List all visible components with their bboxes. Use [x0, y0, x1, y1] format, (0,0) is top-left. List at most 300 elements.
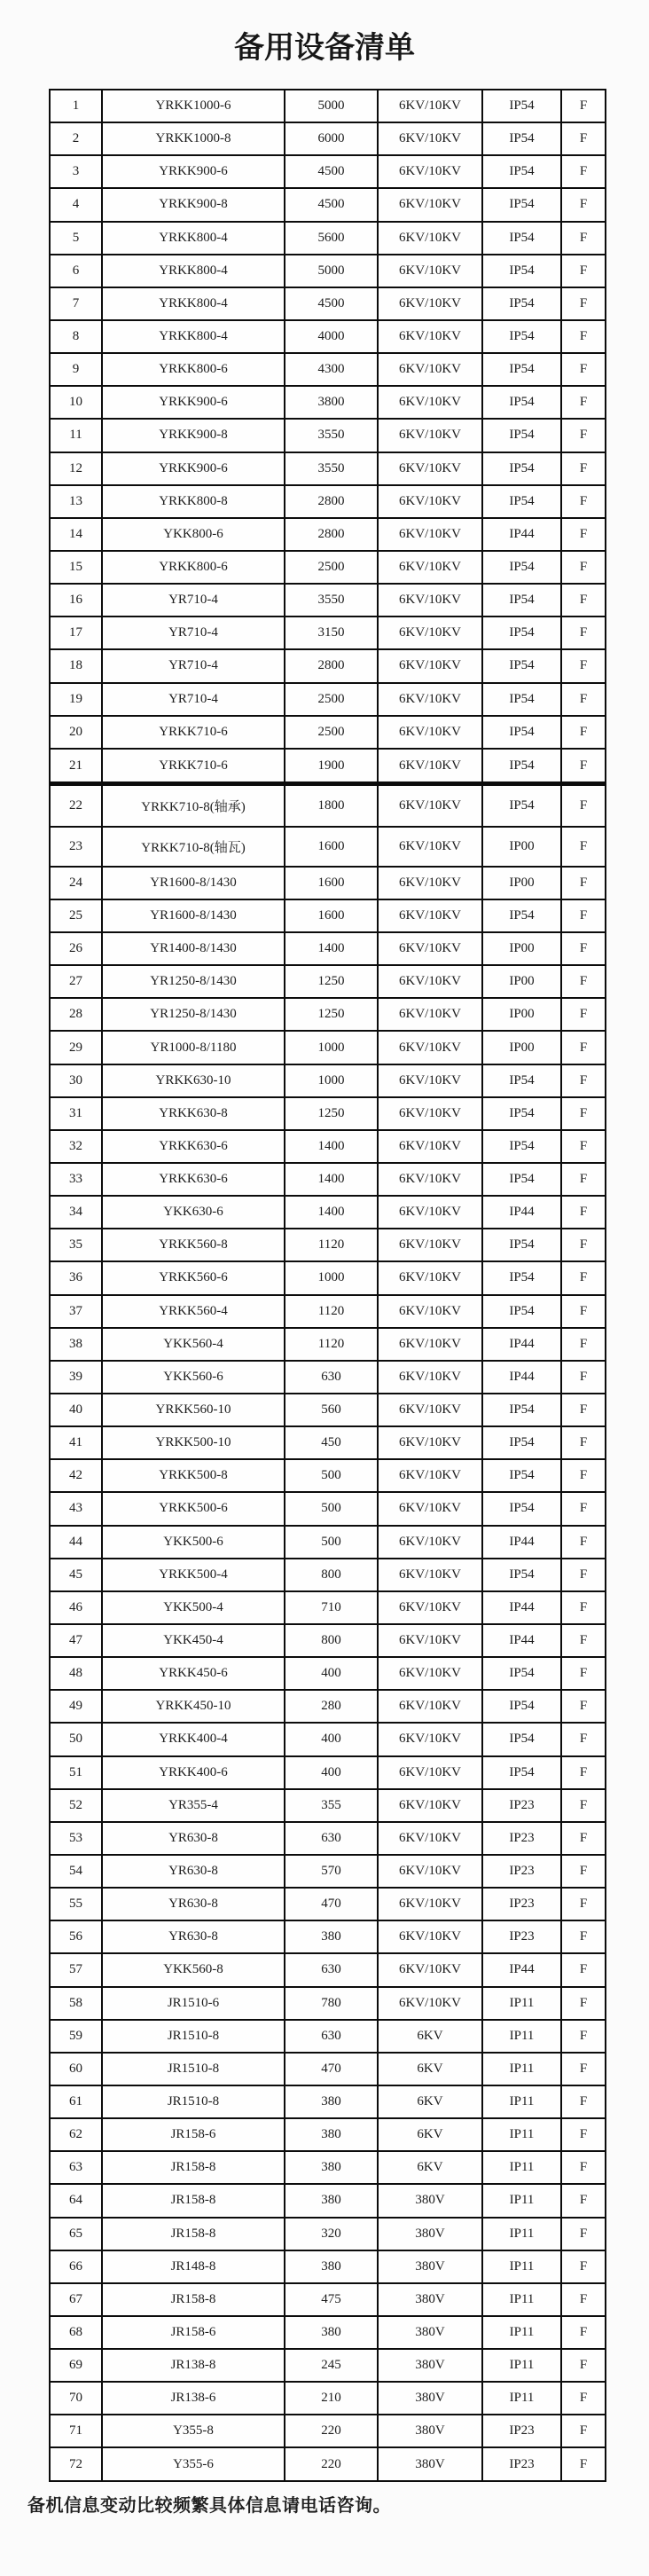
model-cell: YRKK630-10 [102, 1064, 285, 1097]
voltage-cell: 6KV/10KV [378, 1229, 482, 1261]
table-row [50, 1394, 606, 1426]
table-row [50, 1064, 606, 1097]
ip-rating-cell: IP23 [482, 1888, 561, 1920]
model-cell: YR1250-8/1430 [102, 965, 285, 998]
table-row [50, 1130, 606, 1163]
insulation-class-cell: F [561, 965, 606, 998]
power-cell: 1120 [285, 1229, 378, 1261]
power-cell: 1000 [285, 1261, 378, 1294]
table-row [50, 1657, 606, 1690]
insulation-class-cell: F [561, 899, 606, 932]
voltage-cell: 6KV/10KV [378, 1822, 482, 1855]
model-cell: YRKK710-8(轴瓦) [102, 827, 285, 867]
row-number-cell: 6 [50, 255, 102, 287]
voltage-cell: 6KV/10KV [378, 1459, 482, 1492]
ip-rating-cell: IP54 [482, 1723, 561, 1755]
power-cell: 4500 [285, 287, 378, 320]
table-row [50, 867, 606, 899]
model-cell: YR1400-8/1430 [102, 932, 285, 965]
model-cell: YRKK500-6 [102, 1492, 285, 1525]
model-cell: YRKK800-4 [102, 320, 285, 353]
voltage-cell: 6KV/10KV [378, 155, 482, 188]
table-row [50, 485, 606, 518]
row-number-cell: 61 [50, 2085, 102, 2118]
voltage-cell: 6KV/10KV [378, 716, 482, 749]
row-number-cell: 22 [50, 784, 102, 827]
row-number-cell: 49 [50, 1690, 102, 1723]
model-cell: YRKK800-4 [102, 255, 285, 287]
power-cell: 5000 [285, 255, 378, 287]
power-cell: 210 [285, 2382, 378, 2415]
power-cell: 400 [285, 1657, 378, 1690]
table-row [50, 452, 606, 485]
ip-rating-cell: IP11 [482, 2283, 561, 2316]
row-number-cell: 20 [50, 716, 102, 749]
model-cell: YRKK630-8 [102, 1097, 285, 1130]
voltage-cell: 6KV/10KV [378, 1789, 482, 1822]
model-cell: YRKK900-6 [102, 155, 285, 188]
row-number-cell: 3 [50, 155, 102, 188]
model-cell: JR138-6 [102, 2382, 285, 2415]
insulation-class-cell: F [561, 2020, 606, 2053]
voltage-cell: 6KV/10KV [378, 452, 482, 485]
model-cell: YRKK710-6 [102, 716, 285, 749]
row-number-cell: 47 [50, 1624, 102, 1657]
model-cell: YRKK710-8(轴承) [102, 784, 285, 827]
model-cell: YRKK630-6 [102, 1163, 285, 1196]
voltage-cell: 6KV/10KV [378, 551, 482, 584]
power-cell: 1600 [285, 827, 378, 867]
equipment-table [49, 89, 606, 2482]
ip-rating-cell: IP54 [482, 617, 561, 649]
power-cell: 3150 [285, 617, 378, 649]
insulation-class-cell: F [561, 1492, 606, 1525]
voltage-cell: 6KV/10KV [378, 287, 482, 320]
voltage-cell: 6KV/10KV [378, 1657, 482, 1690]
table-row [50, 584, 606, 617]
row-number-cell: 30 [50, 1064, 102, 1097]
power-cell: 1250 [285, 965, 378, 998]
model-cell: YRKK1000-6 [102, 90, 285, 122]
table-row [50, 784, 606, 827]
ip-rating-cell: IP54 [482, 90, 561, 122]
insulation-class-cell: F [561, 1064, 606, 1097]
model-cell: YRKK500-10 [102, 1426, 285, 1459]
table-row [50, 1196, 606, 1229]
ip-rating-cell: IP54 [482, 353, 561, 386]
ip-rating-cell: IP11 [482, 1987, 561, 2020]
insulation-class-cell: F [561, 1261, 606, 1294]
power-cell: 320 [285, 2218, 378, 2250]
voltage-cell: 6KV/10KV [378, 749, 482, 784]
voltage-cell: 6KV/10KV [378, 1328, 482, 1361]
model-cell: Y355-8 [102, 2415, 285, 2447]
model-cell: YRKK450-10 [102, 1690, 285, 1723]
table-row [50, 899, 606, 932]
insulation-class-cell: F [561, 1920, 606, 1953]
table-row [50, 1723, 606, 1755]
row-number-cell: 16 [50, 584, 102, 617]
voltage-cell: 6KV/10KV [378, 1888, 482, 1920]
ip-rating-cell: IP54 [482, 287, 561, 320]
voltage-cell: 380V [378, 2415, 482, 2447]
row-number-cell: 14 [50, 518, 102, 551]
voltage-cell: 6KV/10KV [378, 255, 482, 287]
model-cell: YKK560-8 [102, 1953, 285, 1986]
row-number-cell: 62 [50, 2118, 102, 2151]
row-number-cell: 63 [50, 2151, 102, 2184]
row-number-cell: 37 [50, 1295, 102, 1328]
voltage-cell: 6KV/10KV [378, 617, 482, 649]
model-cell: JR1510-8 [102, 2053, 285, 2085]
power-cell: 570 [285, 1855, 378, 1888]
row-number-cell: 29 [50, 1031, 102, 1064]
ip-rating-cell: IP11 [482, 2020, 561, 2053]
ip-rating-cell: IP44 [482, 1328, 561, 1361]
row-number-cell: 8 [50, 320, 102, 353]
power-cell: 245 [285, 2349, 378, 2382]
model-cell: YRKK500-4 [102, 1559, 285, 1591]
model-cell: YKK560-4 [102, 1328, 285, 1361]
insulation-class-cell: F [561, 1723, 606, 1755]
power-cell: 800 [285, 1624, 378, 1657]
power-cell: 2800 [285, 518, 378, 551]
model-cell: JR158-6 [102, 2316, 285, 2349]
model-cell: YRKK630-6 [102, 1130, 285, 1163]
ip-rating-cell: IP00 [482, 998, 561, 1031]
ip-rating-cell: IP23 [482, 2447, 561, 2481]
model-cell: YRKK560-10 [102, 1394, 285, 1426]
insulation-class-cell: F [561, 1031, 606, 1064]
power-cell: 380 [285, 2184, 378, 2217]
insulation-class-cell: F [561, 1097, 606, 1130]
model-cell: JR158-8 [102, 2184, 285, 2217]
model-cell: YKK500-6 [102, 1526, 285, 1559]
row-number-cell: 24 [50, 867, 102, 899]
model-cell: JR138-8 [102, 2349, 285, 2382]
insulation-class-cell: F [561, 683, 606, 716]
model-cell: YRKK900-6 [102, 452, 285, 485]
table-row [50, 998, 606, 1031]
voltage-cell: 6KV/10KV [378, 1855, 482, 1888]
ip-rating-cell: IP54 [482, 683, 561, 716]
row-number-cell: 35 [50, 1229, 102, 1261]
table-row [50, 932, 606, 965]
row-number-cell: 55 [50, 1888, 102, 1920]
table-row [50, 1328, 606, 1361]
voltage-cell: 6KV/10KV [378, 1261, 482, 1294]
voltage-cell: 6KV/10KV [378, 1361, 482, 1394]
model-cell: YKK500-4 [102, 1591, 285, 1624]
ip-rating-cell: IP54 [482, 255, 561, 287]
ip-rating-cell: IP54 [482, 1657, 561, 1690]
ip-rating-cell: IP54 [482, 452, 561, 485]
row-number-cell: 31 [50, 1097, 102, 1130]
table-row [50, 419, 606, 452]
insulation-class-cell: F [561, 1328, 606, 1361]
power-cell: 1400 [285, 932, 378, 965]
insulation-class-cell: F [561, 551, 606, 584]
table-row [50, 2053, 606, 2085]
insulation-class-cell: F [561, 827, 606, 867]
row-number-cell: 51 [50, 1756, 102, 1789]
voltage-cell: 6KV/10KV [378, 683, 482, 716]
model-cell: YR1600-8/1430 [102, 899, 285, 932]
voltage-cell: 6KV/10KV [378, 386, 482, 419]
page-title: 备用设备清单 [234, 32, 415, 65]
insulation-class-cell: F [561, 2447, 606, 2481]
ip-rating-cell: IP44 [482, 1526, 561, 1559]
voltage-cell: 6KV/10KV [378, 1064, 482, 1097]
power-cell: 1400 [285, 1130, 378, 1163]
row-number-cell: 54 [50, 1855, 102, 1888]
voltage-cell: 6KV/10KV [378, 965, 482, 998]
ip-rating-cell: IP54 [482, 485, 561, 518]
insulation-class-cell: F [561, 386, 606, 419]
ip-rating-cell: IP54 [482, 1756, 561, 1789]
ip-rating-cell: IP23 [482, 2415, 561, 2447]
voltage-cell: 380V [378, 2283, 482, 2316]
row-number-cell: 72 [50, 2447, 102, 2481]
insulation-class-cell: F [561, 617, 606, 649]
row-number-cell: 11 [50, 419, 102, 452]
insulation-class-cell: F [561, 2382, 606, 2415]
insulation-class-cell: F [561, 716, 606, 749]
ip-rating-cell: IP11 [482, 2151, 561, 2184]
equipment-table-body [50, 90, 606, 2481]
voltage-cell: 6KV/10KV [378, 90, 482, 122]
row-number-cell: 23 [50, 827, 102, 867]
ip-rating-cell: IP54 [482, 320, 561, 353]
table-row [50, 188, 606, 221]
voltage-cell: 6KV/10KV [378, 518, 482, 551]
row-number-cell: 17 [50, 617, 102, 649]
row-number-cell: 38 [50, 1328, 102, 1361]
model-cell: YR1600-8/1430 [102, 867, 285, 899]
ip-rating-cell: IP54 [482, 1426, 561, 1459]
power-cell: 450 [285, 1426, 378, 1459]
table-row [50, 1888, 606, 1920]
insulation-class-cell: F [561, 749, 606, 784]
voltage-cell: 6KV/10KV [378, 899, 482, 932]
insulation-class-cell: F [561, 1789, 606, 1822]
row-number-cell: 68 [50, 2316, 102, 2349]
table-row [50, 1229, 606, 1261]
insulation-class-cell: F [561, 2415, 606, 2447]
model-cell: JR1510-8 [102, 2085, 285, 2118]
model-cell: YRKK800-8 [102, 485, 285, 518]
row-number-cell: 52 [50, 1789, 102, 1822]
row-number-cell: 71 [50, 2415, 102, 2447]
ip-rating-cell: IP54 [482, 1097, 561, 1130]
voltage-cell: 6KV/10KV [378, 188, 482, 221]
model-cell: YR355-4 [102, 1789, 285, 1822]
ip-rating-cell: IP54 [482, 1130, 561, 1163]
voltage-cell: 6KV/10KV [378, 1426, 482, 1459]
model-cell: YRKK450-6 [102, 1657, 285, 1690]
power-cell: 400 [285, 1756, 378, 1789]
table-row [50, 1031, 606, 1064]
insulation-class-cell: F [561, 452, 606, 485]
voltage-cell: 6KV/10KV [378, 320, 482, 353]
insulation-class-cell: F [561, 1756, 606, 1789]
voltage-cell: 6KV [378, 2053, 482, 2085]
voltage-cell: 380V [378, 2447, 482, 2481]
table-row [50, 2283, 606, 2316]
row-number-cell: 64 [50, 2184, 102, 2217]
voltage-cell: 6KV/10KV [378, 485, 482, 518]
voltage-cell: 6KV/10KV [378, 827, 482, 867]
table-row [50, 255, 606, 287]
insulation-class-cell: F [561, 2151, 606, 2184]
power-cell: 1250 [285, 1097, 378, 1130]
insulation-class-cell: F [561, 1229, 606, 1261]
voltage-cell: 6KV/10KV [378, 998, 482, 1031]
table-row [50, 1097, 606, 1130]
table-row [50, 1756, 606, 1789]
insulation-class-cell: F [561, 1526, 606, 1559]
power-cell: 2500 [285, 716, 378, 749]
power-cell: 780 [285, 1987, 378, 2020]
power-cell: 475 [285, 2283, 378, 2316]
power-cell: 3550 [285, 584, 378, 617]
row-number-cell: 67 [50, 2283, 102, 2316]
ip-rating-cell: IP00 [482, 827, 561, 867]
ip-rating-cell: IP54 [482, 1163, 561, 1196]
table-row [50, 716, 606, 749]
table-row [50, 1426, 606, 1459]
insulation-class-cell: F [561, 998, 606, 1031]
power-cell: 3550 [285, 452, 378, 485]
power-cell: 1250 [285, 998, 378, 1031]
power-cell: 560 [285, 1394, 378, 1426]
power-cell: 1000 [285, 1064, 378, 1097]
table-row [50, 1163, 606, 1196]
insulation-class-cell: F [561, 2184, 606, 2217]
voltage-cell: 6KV/10KV [378, 1394, 482, 1426]
ip-rating-cell: IP54 [482, 122, 561, 155]
insulation-class-cell: F [561, 2316, 606, 2349]
ip-rating-cell: IP54 [482, 1492, 561, 1525]
power-cell: 500 [285, 1526, 378, 1559]
table-row [50, 2250, 606, 2283]
table-row [50, 155, 606, 188]
model-cell: JR158-8 [102, 2283, 285, 2316]
table-row [50, 2184, 606, 2217]
table-row [50, 2020, 606, 2053]
row-number-cell: 32 [50, 1130, 102, 1163]
model-cell: YRKK1000-8 [102, 122, 285, 155]
model-cell: YRKK560-8 [102, 1229, 285, 1261]
power-cell: 2800 [285, 485, 378, 518]
ip-rating-cell: IP54 [482, 584, 561, 617]
model-cell: YRKK500-8 [102, 1459, 285, 1492]
row-number-cell: 58 [50, 1987, 102, 2020]
table-row [50, 1492, 606, 1525]
row-number-cell: 65 [50, 2218, 102, 2250]
voltage-cell: 6KV/10KV [378, 1295, 482, 1328]
row-number-cell: 70 [50, 2382, 102, 2415]
ip-rating-cell: IP44 [482, 518, 561, 551]
ip-rating-cell: IP11 [482, 2349, 561, 2382]
power-cell: 1900 [285, 749, 378, 784]
ip-rating-cell: IP54 [482, 551, 561, 584]
voltage-cell: 380V [378, 2382, 482, 2415]
insulation-class-cell: F [561, 2250, 606, 2283]
power-cell: 380 [285, 2250, 378, 2283]
voltage-cell: 6KV/10KV [378, 222, 482, 255]
row-number-cell: 26 [50, 932, 102, 965]
row-number-cell: 53 [50, 1822, 102, 1855]
power-cell: 220 [285, 2415, 378, 2447]
power-cell: 220 [285, 2447, 378, 2481]
insulation-class-cell: F [561, 1624, 606, 1657]
ip-rating-cell: IP11 [482, 2118, 561, 2151]
power-cell: 470 [285, 1888, 378, 1920]
table-row [50, 1855, 606, 1888]
row-number-cell: 5 [50, 222, 102, 255]
power-cell: 380 [285, 2118, 378, 2151]
insulation-class-cell: F [561, 1459, 606, 1492]
voltage-cell: 6KV/10KV [378, 1559, 482, 1591]
power-cell: 630 [285, 2020, 378, 2053]
table-row [50, 2151, 606, 2184]
ip-rating-cell: IP11 [482, 2053, 561, 2085]
ip-rating-cell: IP23 [482, 1789, 561, 1822]
table-row [50, 1361, 606, 1394]
model-cell: YR630-8 [102, 1822, 285, 1855]
model-cell: YR710-4 [102, 617, 285, 649]
power-cell: 630 [285, 1361, 378, 1394]
power-cell: 400 [285, 1723, 378, 1755]
voltage-cell: 6KV/10KV [378, 353, 482, 386]
row-number-cell: 59 [50, 2020, 102, 2053]
power-cell: 2500 [285, 551, 378, 584]
table-row [50, 827, 606, 867]
table-row [50, 287, 606, 320]
ip-rating-cell: IP54 [482, 1690, 561, 1723]
ip-rating-cell: IP44 [482, 1196, 561, 1229]
voltage-cell: 6KV [378, 2020, 482, 2053]
model-cell: JR148-8 [102, 2250, 285, 2283]
ip-rating-cell: IP54 [482, 1295, 561, 1328]
insulation-class-cell: F [561, 255, 606, 287]
row-number-cell: 57 [50, 1953, 102, 1986]
table-row [50, 1690, 606, 1723]
table-row [50, 2316, 606, 2349]
voltage-cell: 6KV/10KV [378, 1526, 482, 1559]
insulation-class-cell: F [561, 932, 606, 965]
ip-rating-cell: IP00 [482, 867, 561, 899]
insulation-class-cell: F [561, 1361, 606, 1394]
insulation-class-cell: F [561, 1130, 606, 1163]
table-row [50, 1459, 606, 1492]
insulation-class-cell: F [561, 584, 606, 617]
power-cell: 380 [285, 1920, 378, 1953]
voltage-cell: 6KV/10KV [378, 784, 482, 827]
model-cell: JR158-6 [102, 2118, 285, 2151]
row-number-cell: 13 [50, 485, 102, 518]
row-number-cell: 1 [50, 90, 102, 122]
voltage-cell: 6KV/10KV [378, 1723, 482, 1755]
row-number-cell: 56 [50, 1920, 102, 1953]
voltage-cell: 6KV/10KV [378, 122, 482, 155]
row-number-cell: 46 [50, 1591, 102, 1624]
insulation-class-cell: F [561, 867, 606, 899]
voltage-cell: 6KV/10KV [378, 1920, 482, 1953]
ip-rating-cell: IP54 [482, 784, 561, 827]
voltage-cell: 6KV/10KV [378, 649, 482, 682]
